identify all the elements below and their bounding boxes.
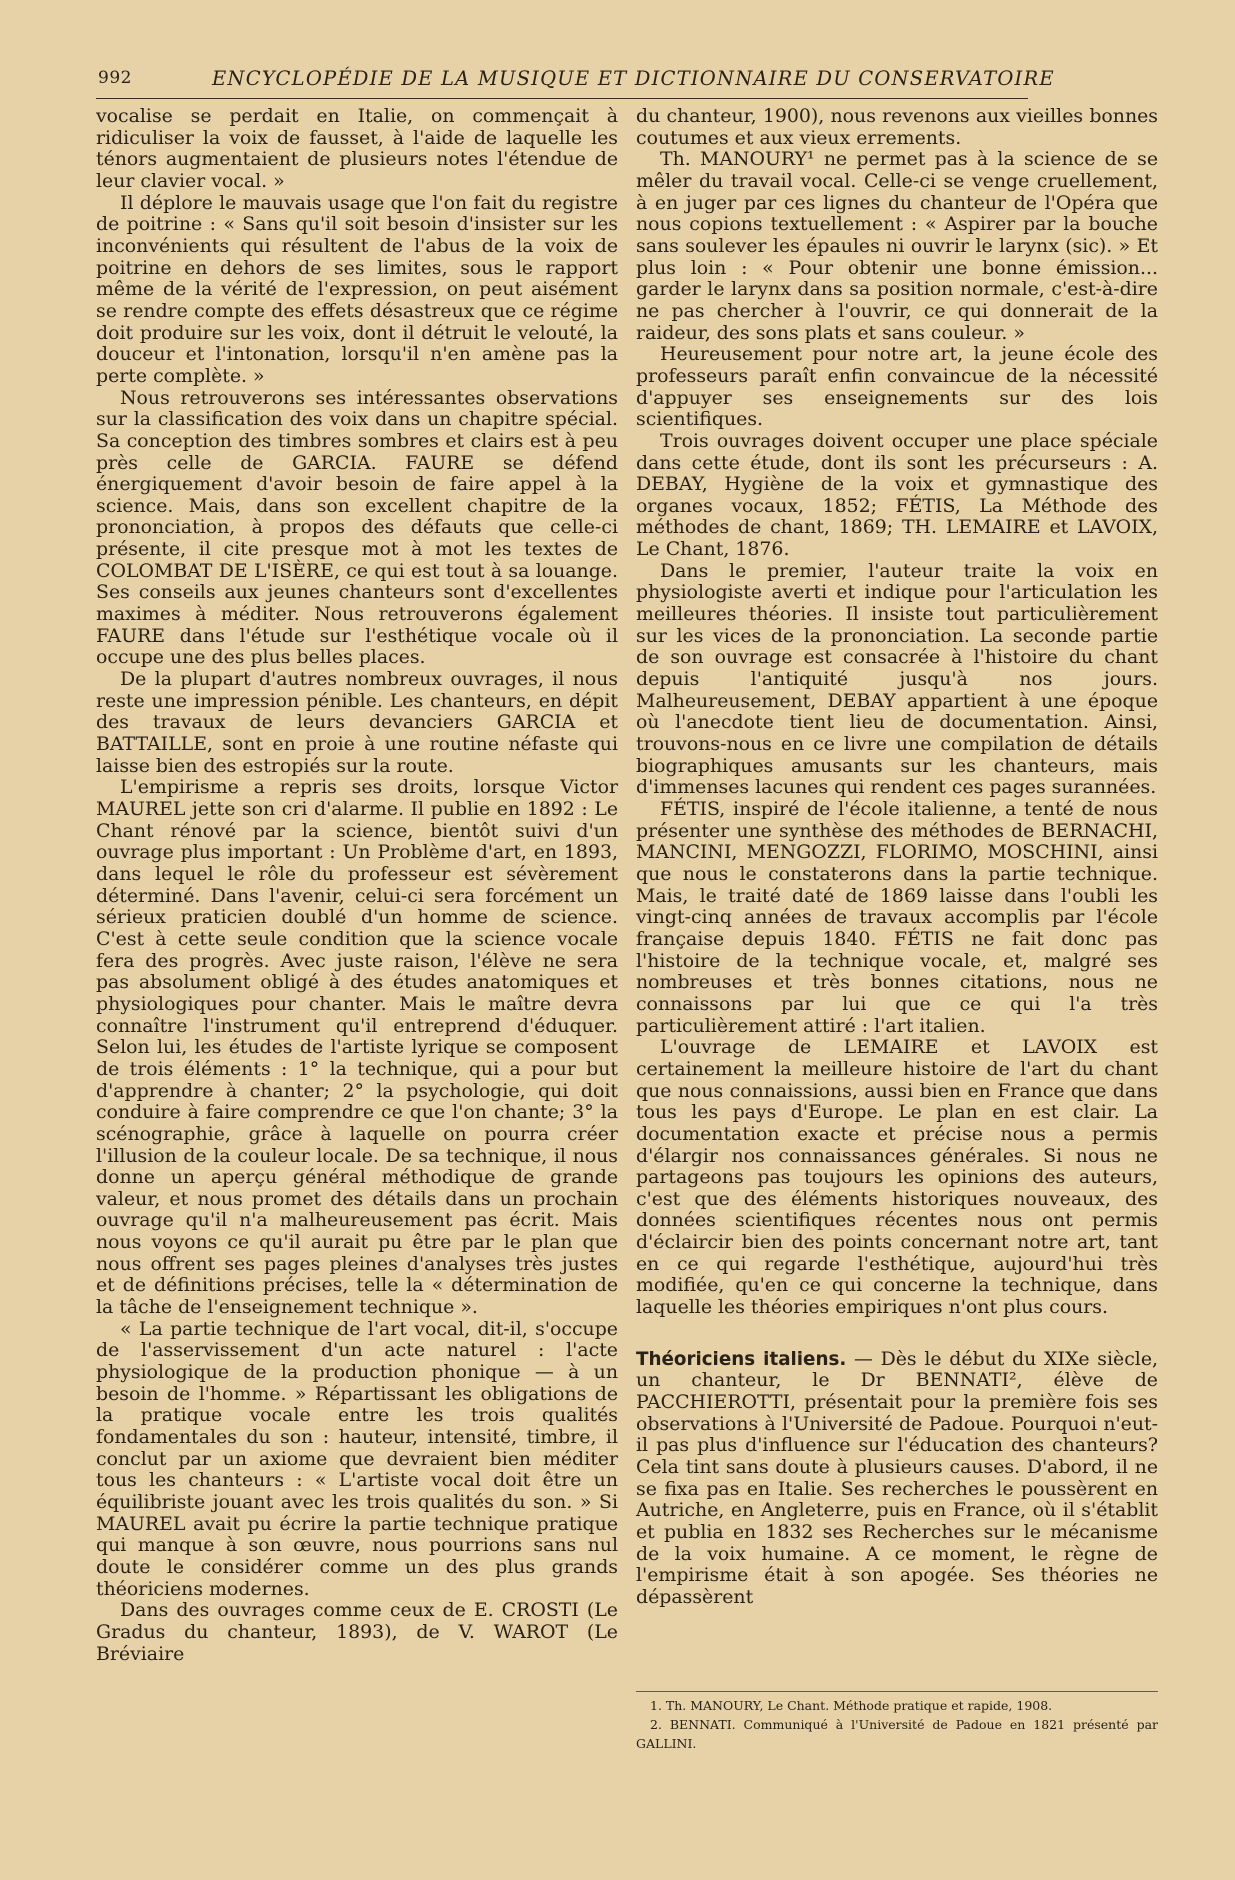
section-paragraph (636, 1349, 1158, 1609)
footnotes (636, 1691, 1158, 1753)
running-title: ENCYCLOPÉDIE DE LA MUSIQUE ET DICTIONNAIRE DU CONSERVATOIRE (212, 67, 1055, 90)
section-text: — Dès le début du XIXe siècle, un chanteur, le Dr BENNATI², élève de PACCHIEROTTI, présentait pour la première fois ses observations à l'Université de Padoue. Pourquoi n'eut-il pas plus d'influence sur l'éducation des chanteurs? Cela tint sans doute à plusieurs causes. D'abord, il ne se fixa pas en Italie. Ses recherches le poussèrent en Autriche, en Angleterre, puis en France, où il s'établit et publia en 1832 ses Recherches sur le mécanisme de la voix humaine. A ce moment, le règne de l'empirisme était à son apogée. Ses théories ne dépassèrent (636, 1347, 1158, 1608)
page-header (96, 64, 1055, 99)
paragraph: Il déplore le mauvais usage que l'on fait du registre de poitrine : « Sans qu'il soit besoin d'insister sur les inconvénients qui résultent de l'abus de la voix de poitrine en dehors de ses limites, sous le rapport même de la vérité de l'expression, on peut aisément se rendre compte des effets désastreux que ce régime doit produire sur les voix, dont il détruit le velouté, la douceur et l'intonation, lorsqu'il n'en amène pas la perte complète. » (96, 191, 618, 387)
paragraph: « La partie technique de l'art vocal, dit-il, s'occupe de l'asservissement d'un acte naturel : l'acte physiologique de la production phonique — à un besoin de l'homme. » Répartissant les obligations de la pratique vocale entre les trois qualités fondamentales du son : hauteur, intensité, timbre, il conclut par un axiome que devraient bien méditer tous les chanteurs : « L'artiste vocal doit être un équilibriste jouant avec les trois qualités du son. » Si MAUREL avait pu écrire la partie technique pratique qui manque à son œuvre, nous pourrions sans nul doute le considérer comme un des plus grands théoriciens modernes. (96, 1317, 618, 1600)
paragraph: De la plupart d'autres nombreux ouvrages, il nous reste une impression pénible. Les chanteurs, en dépit des travaux de leurs devanciers GARCIA et BATTAILLE, sont en proie à une routine néfaste qui laisse bien des estropiés sur la route. (96, 668, 618, 777)
footnote: 1. Th. MANOURY, Le Chant. Méthode pratique et rapide, 1908. (650, 1698, 1053, 1713)
footnote: 2. BENNATI. Communiqué à l'Université de Padoue en 1821 présenté par GALLINI. (636, 1717, 1158, 1751)
paragraph: Dans des ouvrages comme ceux de E. CROSTI (Le Gradus du chanteur, 1893), de V. WAROT (Le Bréviaire (96, 1599, 618, 1665)
section-title: Théoriciens italiens. (636, 1348, 847, 1370)
paragraph: du chanteur, 1900), nous revenons aux vieilles bonnes coutumes et aux vieux errements. (636, 105, 1158, 149)
paragraph: L'ouvrage de LEMAIRE et LAVOIX est certainement la meilleure histoire de l'art du chant que nous connaissions, aussi bien en France que dans tous les pays d'Europe. Le plan en est clair. La documentation exacte et précise nous a permis d'élargir nos connaissances générales. Si nous ne partageons pas toujours les opinions des auteurs, c'est que des éléments historiques nouveaux, des données scientifiques récentes nous ont permis d'éclaircir bien des points concernant notre art, tant en ce qui regarde l'esthétique, aujourd'hui très modifiée, qu'en ce qui concerne la technique, dans laquelle les théories empiriques n'ont plus cours. (636, 1036, 1158, 1319)
right-column (636, 106, 1158, 1609)
paragraph: FÉTIS, inspiré de l'école italienne, a tenté de nous présenter une synthèse des méthodes de BERNACHI, MANCINI, MENGOZZI, FLORIMO, MOSCHINI, ainsi que nous le constaterons dans la partie technique. Mais, le traité daté de 1869 laisse dans l'oubli les vingt-cinq années de travaux accomplis par l'école française depuis 1840. FÉTIS ne fait donc pas l'histoire de la technique vocale, et, malgré ses nombreuses et très bonnes citations, nous ne connaissons par lui que ce qui l'a très particulièrement attiré : l'art italien. (636, 798, 1158, 1037)
page-number: 992 (98, 68, 132, 88)
left-column (96, 106, 618, 1665)
paragraph: Heureusement pour notre art, la jeune école des professeurs paraît enfin convaincue de la nécessité d'appuyer ses enseignements sur des lois scientifiques. (636, 343, 1158, 431)
paragraph: Th. MANOURY¹ ne permet pas à la science de se mêler du travail vocal. Celle-ci se venge cruellement, à en juger par ces lignes du chanteur de l'Opéra que nous copions textuellement : « Aspirer par la bouche sans soulever les épaules ni ouvrir le larynx (sic). » Et plus loin : « Pour obtenir une bonne émission... garder le larynx dans sa position normale, c'est-à-dire ne pas chercher à l'ouvrir, ce qui donnerait de la raideur, des sons plats et sans couleur. » (636, 148, 1158, 344)
paragraph: Trois ouvrages doivent occuper une place spéciale dans cette étude, dont ils sont les précurseurs : A. DEBAY, Hygiène de la voix et gymnastique des organes vocaux, 1852; FÉTIS, La Méthode des méthodes de chant, 1869; TH. LEMAIRE et LAVOIX, Le Chant, 1876. (636, 429, 1158, 561)
paragraph: vocalise se perdait en Italie, on commençait à ridiculiser la voix de fausset, à l'aide de laquelle les ténors augmentaient de plusieurs notes l'étendue de leur clavier vocal. » (96, 105, 618, 192)
paragraph: L'empirisme a repris ses droits, lorsque Victor MAUREL jette son cri d'alarme. Il publie en 1892 : Le Chant rénové par la science, bientôt suivi d'un ouvrage plus important : Un Problème d'art, en 1893, dans lequel le rôle du professeur est sévèrement déterminé. Dans l'avenir, celui-ci sera forcément un sérieux praticien doublé d'un homme de science. C'est à cette seule condition que la science vocale fera des progrès. Avec juste raison, l'élève ne sera pas absolument obligé à des études anatomiques et physiologiques pour chanter. Mais le maître devra connaître l'instrument qu'il entreprend d'éduquer. Selon lui, les études de l'artiste lyrique se composent de trois éléments : 1° la technique, qui a pour but d'apprendre à chanter; 2° la psychologie, qui doit conduire à faire comprendre ce que l'on chante; 3° la scénographie, grâce à laquelle on pourra créer l'illusion de la couleur locale. De sa technique, il nous donne un aperçu général méthodique de grande valeur, et nous promet des détails dans un prochain ouvrage qu'il n'a malheureusement pas écrit. Mais nous voyons ce qu'il aurait pu être par le plan que nous offrent ses pages pleines d'analyses très justes et de définitions précises, telle la « détermination de la tâche de l'enseignement technique ». (96, 776, 618, 1319)
paragraph: Nous retrouverons ses intéressantes observations sur la classification des voix dans un chapitre spécial. Sa conception des timbres sombres et clairs est à peu près celle de GARCIA. FAURE se défend énergiquement d'avoir besoin de faire appel à la science. Mais, dans son excellent chapitre de la prononciation, à propos des défauts que celle-ci présente, il cite presque mot à mot les textes de COLOMBAT DE L'ISÈRE, ce qui est tout à sa louange. Ses conseils aux jeunes chanteurs sont d'excellentes maximes à méditer. Nous retrouverons également FAURE dans l'étude sur l'esthétique vocale où il occupe une des plus belles places. (96, 386, 618, 669)
paragraph: Dans le premier, l'auteur traite la voix en physiologiste averti et indique pour l'articulation les meilleures théories. Il insiste tout particulièrement sur les vices de la prononciation. La seconde partie de son ouvrage est consacrée à l'histoire du chant depuis l'antiquité jusqu'à nos jours. Malheureusement, DEBAY appartient à une époque où l'anecdote tient lieu de documentation. Ainsi, trouvons-nous en ce livre une compilation de détails biographiques amusants sur les chanteurs, mais d'immenses lacunes qui rendent ces pages surannées. (636, 559, 1158, 799)
